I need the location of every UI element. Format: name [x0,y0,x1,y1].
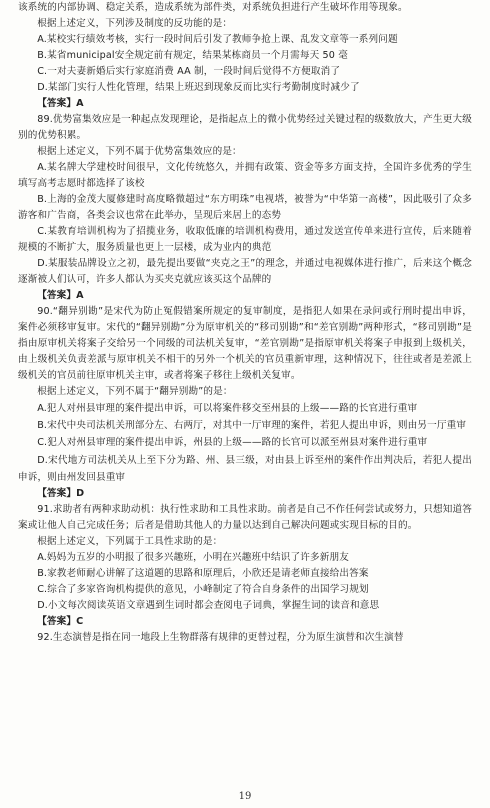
q91-option-a: A.妈妈为五岁的小明报了很多兴趣班，小明在兴趣班中结识了许多新朋友 [37,552,349,564]
q89-option-d: D.某服装品牌设立之初，最先提出要做“夹克之王”的理念，并通过电视媒体进行推广，后来这个概念逐渐被人们认可，许多人都认为买夹克就应该买这个品牌的 [18,258,472,285]
q89-stem: 89.优势富集效应是一种起点发现理论，是指起点上的微小优势经过关键过程的级数放大，产生更大级别的优势积累。 [18,114,472,141]
q91-option-c: C.综合了多家咨询机构提供的意见，小峰制定了符合自身条件的出国学习规划 [37,584,369,596]
q91-option-d: D.小文每次阅读英语文章遇到生词时都会查阅电子词典，掌握生词的读音和意思 [37,600,380,612]
q90-option-b: B.宋代中央司法机关刑部分左、右两厅，对其中一厅审理的案件，若犯人提出申诉，则由另一厅重审 [37,420,467,432]
q90-answer: 【答案】D [37,488,85,500]
q91-prompt: 根据上述定义，下列属于工具性求助的是： [37,536,223,548]
q90-stem: 90.“翻异别勘”是宋代为防止冤假错案所规定的复审制度，是指犯人如果在录问或行刑时提出申诉，案件必须移审复审。宋代的“翻异别勘”分为原审机关的“移司别勘”和“差官别勘”两种形式，“移司别勘”是指由原审机关将案子交给另一个同级的司法机关复审，“差官别勘”是指原审机关将案子申报到上级机关，由上级机关负责差派与原审机关不相干的另外一个机关的官员重新审理，这种情况下，往往或者是差派上级机关的官员前往原审机关主审，或者将案子移往上级机关复审。 [18,306,472,381]
q91-answer: 【答案】C [37,616,84,628]
q88-option-c: C.一对夫妻新婚后实行家庭消费 AA 制，一段时间后觉得不方便取消了 [37,66,341,77]
q89-option-a: A.某名牌大学建校时间很早，文化传统悠久，并拥有政策、资金等多方面支持，全国许多优秀的学生填写高考志愿时都选择了该校 [18,162,472,189]
q91-stem: 91.求助者有两种求助动机：执行性求助和工具性求助。前者是自己不作任何尝试或努力，只想知道答案或让他人自己完成任务；后者是借助其他人的力量以达到自己解决问题或实现目标的目的。 [18,504,472,532]
document-body [18,0,472,646]
q90-option-c: C.犯人对州县审理的案件提出申诉，州县的上级——路的长官可以派至州县对案件进行重审 [37,437,428,449]
q88-option-a: A.某校实行绩效考核，实行一段时间后引发了教师争抢上课、乱发文章等一系列问题 [37,34,398,45]
q89-option-c: C.某教育培训机构为了招揽业务，收取低廉的培训机构费用，通过发送宣传单来进行宣传，后来随着规模的不断扩大，服务质量也更上一层楼，成为业内的典范 [18,226,472,253]
page-number: 19 [238,791,252,802]
q90-option-a: A.犯人对州县审理的案件提出申诉，可以将案件移交至州县的上级——路的长官进行重审 [37,403,418,414]
q92-stem: 92.生态演替是指在同一地段上生物群落有规律的更替过程，分为原生演替和次生演替 [37,632,404,644]
q89-prompt: 根据上述定义，下列不属于优势富集效应的是： [37,146,242,157]
q88-answer: 【答案】A [37,98,84,109]
q89-option-b: B.上海的金茂大厦修建时高度略微超过“东方明珠”电视塔，被誉为“中华第一高楼”，因此吸引了众多游客和广告商，各类会议也常在此举办，呈现后来居上的态势 [18,194,472,221]
q88-option-b: B.某省municipal安全规定前有规定，结果某栋商员一个月需每天 50 毫 [37,50,348,61]
q91-option-b: B.家教老师耐心讲解了这道题的思路和原理后，小欣还是请老师直接给出答案 [37,568,369,580]
q88-prompt: 根据上述定义，下列涉及制度的反功能的是： [37,18,233,29]
q89-answer: 【答案】A [37,290,84,301]
q88-option-d: D.某部门实行人性化管理，结果上班迟到现象反而比实行考勤制度时减少了 [37,82,360,93]
q90-option-d: D.宋代地方司法机关从上至下分为路、州、县三级，对由县上诉至州的案件作出判决后，若犯人提出申诉，则由州发回县重审 [18,454,472,483]
q88-intro: 该系统的内部协调、稳定关系，造成系统为部件类，对系统负担进行产生破坏作用等现象。 [18,2,408,13]
q90-prompt: 根据上述定义，下列不属于“翻异别勘”的是： [37,386,233,397]
